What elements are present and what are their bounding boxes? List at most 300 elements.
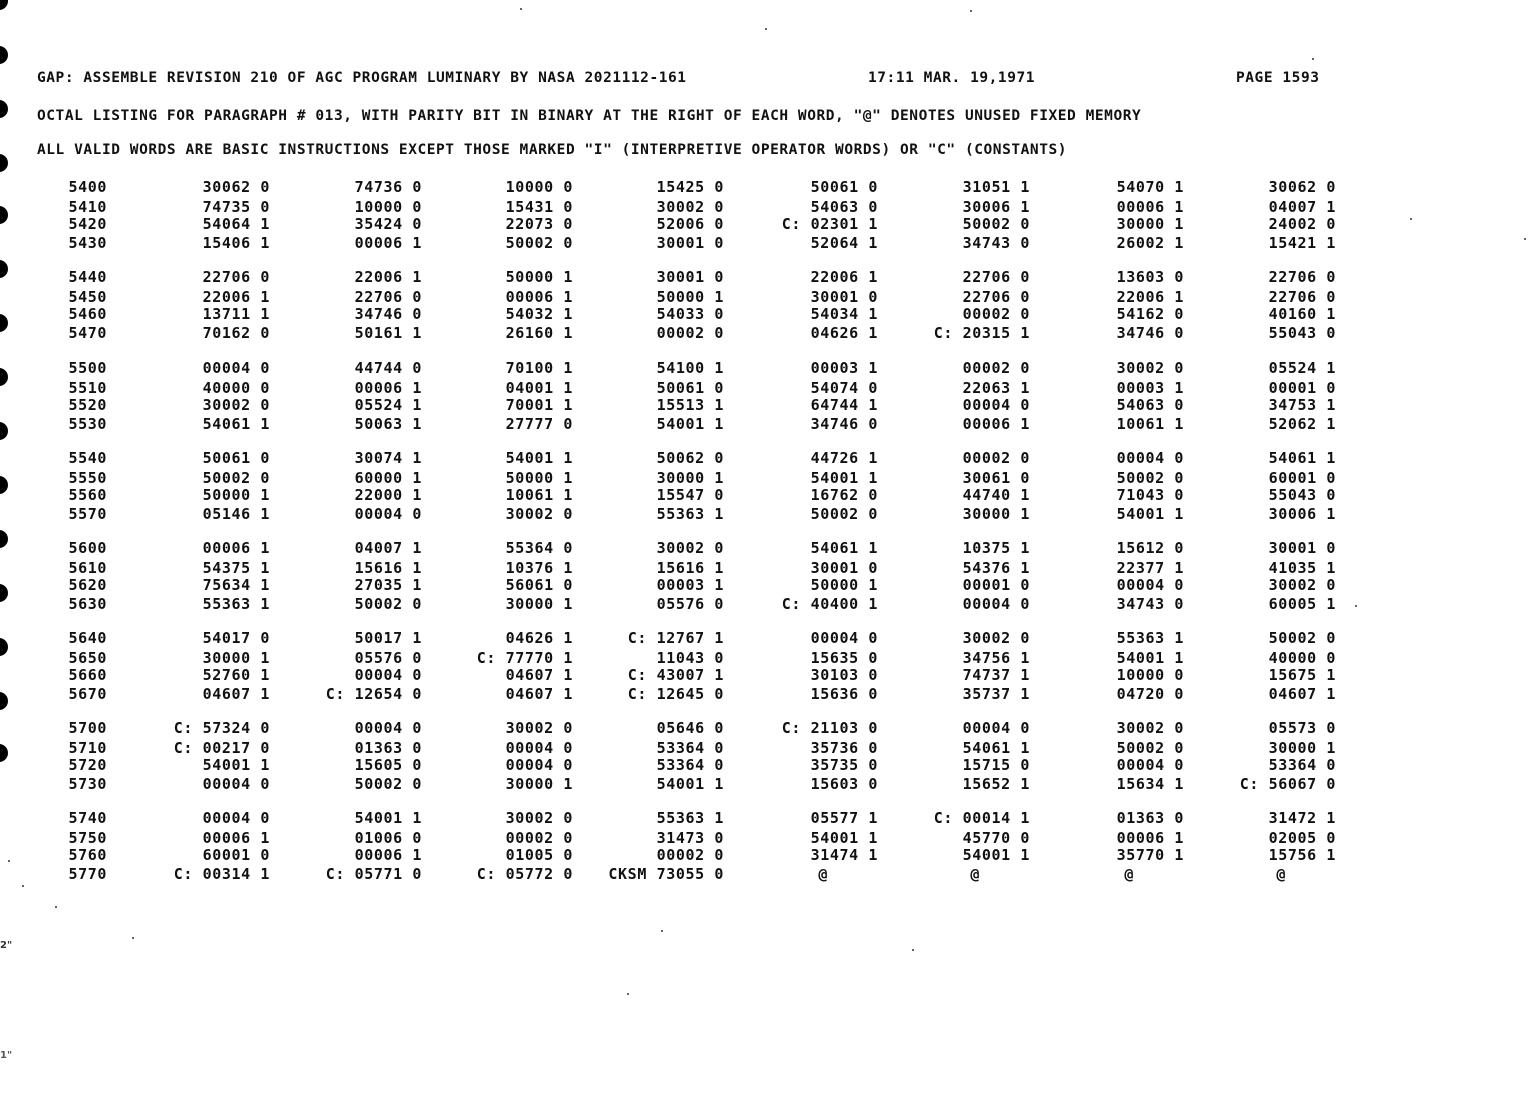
scan-speck [912, 949, 914, 951]
octal-word: 01006 0 [354, 828, 422, 847]
octal-word: 22377 1 [1116, 558, 1184, 577]
octal-word: 50002 0 [1116, 468, 1184, 487]
octal-word: 13711 1 [202, 305, 270, 323]
scan-speck [22, 885, 24, 887]
octal-word: 30000 1 [505, 594, 573, 613]
octal-word: C: 12654 0 [325, 684, 422, 703]
octal-word: 54001 1 [810, 828, 878, 847]
octal-word: 00003 1 [810, 359, 878, 377]
row-address: 5540 [68, 449, 107, 467]
octal-word: C: 56067 0 [1239, 774, 1336, 793]
scan-speck [765, 28, 767, 30]
scan-speck [8, 860, 10, 862]
octal-word: 00001 0 [962, 576, 1030, 594]
octal-word: 04607 1 [1268, 684, 1336, 703]
octal-word: 30002 0 [656, 539, 724, 557]
octal-word: 44744 0 [354, 359, 422, 377]
octal-word: 15715 0 [962, 756, 1030, 774]
row-address: 5570 [68, 504, 107, 523]
octal-word: @ [1276, 864, 1286, 883]
octal-word: 54061 1 [810, 539, 878, 557]
scan-speck [1524, 238, 1526, 240]
octal-word: 50002 0 [1116, 738, 1184, 757]
octal-word: 55363 1 [202, 594, 270, 613]
row-address: 5640 [68, 629, 107, 647]
octal-word: 50000 1 [505, 468, 573, 487]
octal-word: 60001 0 [202, 846, 270, 864]
octal-word: 40000 0 [202, 378, 270, 397]
scan-speck [1410, 218, 1412, 220]
octal-word: 53364 0 [656, 738, 724, 757]
octal-word: 54017 0 [202, 629, 270, 647]
octal-word: 74735 0 [202, 197, 270, 216]
octal-word: 05146 1 [202, 504, 270, 523]
octal-word: 54032 1 [505, 305, 573, 323]
octal-word: 54001 1 [354, 809, 422, 827]
row-address: 5500 [68, 359, 107, 377]
octal-word: 22706 0 [962, 268, 1030, 286]
octal-word: C: 77770 1 [476, 648, 573, 667]
row-address: 5460 [68, 305, 107, 323]
octal-word: 10375 1 [962, 539, 1030, 557]
octal-word: 22000 1 [354, 486, 422, 504]
row-address: 5650 [68, 648, 107, 667]
octal-word: 31051 1 [962, 178, 1030, 196]
octal-word: 22006 1 [1116, 287, 1184, 306]
octal-word: 54001 1 [962, 846, 1030, 864]
octal-word: C: 00217 0 [173, 738, 270, 757]
margin-mark: 2" [0, 940, 13, 951]
octal-word: 00004 0 [202, 809, 270, 827]
octal-word: 22063 1 [962, 378, 1030, 397]
octal-word: 44726 1 [810, 449, 878, 467]
octal-word: 74737 1 [962, 666, 1030, 684]
octal-word: 22073 0 [505, 215, 573, 233]
octal-word: C: 12645 0 [627, 684, 724, 703]
octal-word: 34756 1 [962, 648, 1030, 667]
octal-word: 54001 1 [656, 414, 724, 433]
octal-word: 05576 0 [354, 648, 422, 667]
octal-word: 04626 1 [505, 629, 573, 647]
octal-word: 27035 1 [354, 576, 422, 594]
octal-word: 15616 1 [656, 558, 724, 577]
octal-word: 35770 1 [1116, 846, 1184, 864]
octal-word: 04001 1 [505, 378, 573, 397]
scan-speck [520, 8, 522, 10]
octal-word: 30002 0 [1116, 359, 1184, 377]
scan-speck [1355, 605, 1357, 607]
header-description: OCTAL LISTING FOR PARAGRAPH # 013, WITH PARITY BIT IN BINARY AT THE RIGHT OF EACH WORD, "@" DENOTES UNUSED FIXED MEMORY [37, 108, 1142, 124]
octal-word: 00001 0 [1268, 378, 1336, 397]
octal-word: 55043 0 [1268, 323, 1336, 342]
octal-word: 50000 1 [505, 268, 573, 286]
octal-word: 04607 1 [505, 684, 573, 703]
octal-word: 00004 0 [354, 504, 422, 523]
octal-word: 15421 1 [1268, 233, 1336, 252]
octal-word: 04007 1 [354, 539, 422, 557]
octal-word: 50161 1 [354, 323, 422, 342]
octal-word: 04607 1 [202, 684, 270, 703]
octal-word: 30000 1 [1268, 738, 1336, 757]
row-address: 5470 [68, 323, 107, 342]
octal-word: 01005 0 [505, 846, 573, 864]
octal-word: 50002 0 [354, 594, 422, 613]
octal-word: 55043 0 [1268, 486, 1336, 504]
octal-word: C: 02301 1 [781, 215, 878, 233]
octal-word: 01363 0 [1116, 809, 1184, 827]
octal-word: 34746 0 [1116, 323, 1184, 342]
octal-word: 40000 0 [1268, 648, 1336, 667]
octal-word: 15406 1 [202, 233, 270, 252]
octal-word: 31474 1 [810, 846, 878, 864]
octal-word: 26002 1 [1116, 233, 1184, 252]
octal-word: 00006 1 [962, 414, 1030, 433]
octal-word: 50002 0 [354, 774, 422, 793]
octal-word: 02005 0 [1268, 828, 1336, 847]
octal-word: 15652 1 [962, 774, 1030, 793]
header-title: GAP: ASSEMBLE REVISION 210 OF AGC PROGRAM LUMINARY BY NASA 2021112-161 [37, 70, 687, 86]
octal-word: 54034 1 [810, 305, 878, 323]
octal-word: 55363 1 [656, 504, 724, 523]
row-address: 5520 [68, 396, 107, 414]
octal-word: 41035 1 [1268, 558, 1336, 577]
row-address: 5610 [68, 558, 107, 577]
octal-word: 00004 0 [505, 756, 573, 774]
octal-word: 30002 0 [505, 719, 573, 737]
header-timestamp: 17:11 MAR. 19,1971 [868, 70, 1036, 86]
octal-word: 00004 0 [202, 774, 270, 793]
octal-word: 22006 1 [202, 287, 270, 306]
octal-word: 30002 0 [1268, 576, 1336, 594]
octal-word: 34746 0 [810, 414, 878, 433]
octal-word: 15603 0 [810, 774, 878, 793]
scan-speck [132, 937, 134, 939]
octal-word: 22706 0 [202, 268, 270, 286]
octal-word: C: 00014 1 [933, 809, 1030, 827]
octal-word: 15616 1 [354, 558, 422, 577]
row-address: 5660 [68, 666, 107, 684]
octal-word: 35737 1 [962, 684, 1030, 703]
octal-word: 40160 1 [1268, 305, 1336, 323]
octal-word: 54001 1 [1116, 648, 1184, 667]
octal-word: 00002 0 [505, 828, 573, 847]
octal-word: 00006 1 [202, 828, 270, 847]
row-address: 5440 [68, 268, 107, 286]
octal-word: 22706 0 [354, 287, 422, 306]
row-address: 5600 [68, 539, 107, 557]
octal-word: C: 05771 0 [325, 864, 422, 883]
octal-word: 35735 0 [810, 756, 878, 774]
octal-word: 00006 1 [354, 233, 422, 252]
octal-word: 22006 1 [354, 268, 422, 286]
octal-word: 30001 0 [1268, 539, 1336, 557]
octal-word: 44740 1 [962, 486, 1030, 504]
octal-word: 30002 0 [202, 396, 270, 414]
octal-word: 54061 1 [962, 738, 1030, 757]
row-address: 5420 [68, 215, 107, 233]
octal-word: 54074 0 [810, 378, 878, 397]
octal-word: 55364 0 [505, 539, 573, 557]
octal-word: 54070 1 [1116, 178, 1184, 196]
octal-word: 10061 1 [1116, 414, 1184, 433]
octal-word: 05576 0 [656, 594, 724, 613]
octal-word: 31472 1 [1268, 809, 1336, 827]
octal-word: 10000 0 [505, 178, 573, 196]
octal-word: 00002 0 [656, 846, 724, 864]
octal-word: 15425 0 [656, 178, 724, 196]
row-address: 5760 [68, 846, 107, 864]
octal-word: 54375 1 [202, 558, 270, 577]
octal-word: 53364 0 [656, 756, 724, 774]
octal-word: 60005 1 [1268, 594, 1336, 613]
octal-word: 50002 0 [505, 233, 573, 252]
octal-word: 30000 1 [202, 648, 270, 667]
octal-word: 71043 0 [1116, 486, 1184, 504]
octal-word: 30001 0 [810, 287, 878, 306]
octal-word: 50061 0 [810, 178, 878, 196]
octal-word: 45770 0 [962, 828, 1030, 847]
octal-word: 22006 1 [810, 268, 878, 286]
octal-word: 30006 1 [1268, 504, 1336, 523]
row-address: 5710 [68, 738, 107, 757]
octal-word: C: 57324 0 [173, 719, 270, 737]
octal-word: 30001 0 [656, 233, 724, 252]
octal-word: 55363 1 [656, 809, 724, 827]
octal-word: CKSM 73055 0 [608, 864, 724, 883]
octal-word: 15612 0 [1116, 539, 1184, 557]
octal-word: 15675 1 [1268, 666, 1336, 684]
octal-word: 52064 1 [810, 233, 878, 252]
octal-word: 10376 1 [505, 558, 573, 577]
octal-word: 27777 0 [505, 414, 573, 433]
row-address: 5670 [68, 684, 107, 703]
octal-word: 54063 0 [810, 197, 878, 216]
octal-word: 50002 0 [202, 468, 270, 487]
octal-word: 34743 0 [1116, 594, 1184, 613]
octal-word: 60000 1 [354, 468, 422, 487]
octal-word: 30000 1 [656, 468, 724, 487]
row-address: 5720 [68, 756, 107, 774]
octal-word: 30074 1 [354, 449, 422, 467]
octal-word: 52062 1 [1268, 414, 1336, 433]
octal-word: 50017 1 [354, 629, 422, 647]
octal-word: 30062 0 [202, 178, 270, 196]
octal-word: 00006 1 [1116, 197, 1184, 216]
octal-word: 00004 0 [962, 719, 1030, 737]
octal-word: 30000 1 [1116, 215, 1184, 233]
octal-word: 00004 0 [810, 629, 878, 647]
octal-word: 15634 1 [1116, 774, 1184, 793]
octal-word: 70100 1 [505, 359, 573, 377]
scan-speck [661, 930, 663, 932]
octal-word: 00004 0 [962, 594, 1030, 613]
octal-word: 01363 0 [354, 738, 422, 757]
octal-word: C: 40400 1 [781, 594, 878, 613]
octal-word: 35736 0 [810, 738, 878, 757]
octal-word: 00002 0 [656, 323, 724, 342]
octal-word: 56061 0 [505, 576, 573, 594]
scan-speck [55, 906, 57, 908]
octal-word: 13603 0 [1116, 268, 1184, 286]
octal-word: 30006 1 [962, 197, 1030, 216]
octal-word: 00004 0 [354, 719, 422, 737]
octal-word: 15605 0 [354, 756, 422, 774]
octal-word: C: 20315 1 [933, 323, 1030, 342]
octal-word: 52006 0 [656, 215, 724, 233]
octal-word: 10061 1 [505, 486, 573, 504]
octal-word: 35424 0 [354, 215, 422, 233]
octal-word: 00006 1 [202, 539, 270, 557]
octal-word: 04626 1 [810, 323, 878, 342]
octal-word: 22706 0 [962, 287, 1030, 306]
octal-word: 54162 0 [1116, 305, 1184, 323]
octal-word: 00004 0 [962, 396, 1030, 414]
octal-word: 15635 0 [810, 648, 878, 667]
octal-word: 15547 0 [656, 486, 724, 504]
octal-word: 54001 1 [505, 449, 573, 467]
octal-word: 34753 1 [1268, 396, 1336, 414]
octal-word: C: 12767 1 [627, 629, 724, 647]
octal-word: 00006 1 [354, 846, 422, 864]
octal-word: C: 00314 1 [173, 864, 270, 883]
octal-word: 54061 1 [1268, 449, 1336, 467]
octal-word: 50063 1 [354, 414, 422, 433]
octal-word: @ [1124, 864, 1134, 883]
octal-word: 30000 1 [962, 504, 1030, 523]
octal-word: 74736 0 [354, 178, 422, 196]
octal-word: 54100 1 [656, 359, 724, 377]
octal-word: 22706 0 [1268, 268, 1336, 286]
row-address: 5740 [68, 809, 107, 827]
octal-word: 54061 1 [202, 414, 270, 433]
octal-word: 54033 0 [656, 305, 724, 323]
octal-word: 00003 1 [1116, 378, 1184, 397]
row-address: 5450 [68, 287, 107, 306]
octal-word: 22706 0 [1268, 287, 1336, 306]
octal-word: 30002 0 [1116, 719, 1184, 737]
margin-mark: 1" [0, 1050, 13, 1061]
octal-word: 00003 1 [656, 576, 724, 594]
octal-word: 30061 0 [962, 468, 1030, 487]
octal-word: 24002 0 [1268, 215, 1336, 233]
octal-word: 00004 0 [1116, 576, 1184, 594]
octal-word: 00006 1 [505, 287, 573, 306]
octal-word: 30000 1 [505, 774, 573, 793]
octal-word: 00004 0 [505, 738, 573, 757]
octal-word: 05573 0 [1268, 719, 1336, 737]
octal-word: 54001 1 [810, 468, 878, 487]
octal-word: 64744 1 [810, 396, 878, 414]
row-address: 5700 [68, 719, 107, 737]
octal-word: 70162 0 [202, 323, 270, 342]
octal-word: 34743 0 [962, 233, 1030, 252]
octal-word: @ [818, 864, 828, 883]
octal-word: 30103 0 [810, 666, 878, 684]
octal-word: 00002 0 [962, 305, 1030, 323]
octal-word: @ [970, 864, 980, 883]
row-address: 5750 [68, 828, 107, 847]
row-address: 5560 [68, 486, 107, 504]
row-address: 5630 [68, 594, 107, 613]
octal-word: 00002 0 [962, 449, 1030, 467]
octal-word: 54001 1 [1116, 504, 1184, 523]
octal-word: 05577 1 [810, 809, 878, 827]
octal-word: 00006 1 [354, 378, 422, 397]
octal-word: 15636 0 [810, 684, 878, 703]
octal-word: 30002 0 [962, 629, 1030, 647]
octal-word: 34746 0 [354, 305, 422, 323]
octal-word: 31473 0 [656, 828, 724, 847]
octal-word: 30001 0 [656, 268, 724, 286]
octal-word: 30062 0 [1268, 178, 1336, 196]
row-address: 5430 [68, 233, 107, 252]
header-legend: ALL VALID WORDS ARE BASIC INSTRUCTIONS EXCEPT THOSE MARKED "I" (INTERPRETIVE OPERATOR WORDS) OR "C" (CONSTANTS) [37, 142, 1068, 158]
octal-word: 50000 1 [656, 287, 724, 306]
octal-word: 05524 1 [354, 396, 422, 414]
octal-word: 00004 0 [354, 666, 422, 684]
row-address: 5620 [68, 576, 107, 594]
octal-word: C: 05772 0 [476, 864, 573, 883]
octal-word: 54001 1 [202, 756, 270, 774]
octal-word: 26160 1 [505, 323, 573, 342]
octal-word: 05646 0 [656, 719, 724, 737]
octal-word: 00004 0 [1116, 756, 1184, 774]
octal-word: 00004 0 [202, 359, 270, 377]
octal-word: 50061 0 [656, 378, 724, 397]
octal-word: 50061 0 [202, 449, 270, 467]
octal-word: 11043 0 [656, 648, 724, 667]
row-address: 5410 [68, 197, 107, 216]
octal-word: 15431 0 [505, 197, 573, 216]
octal-word: 50062 0 [656, 449, 724, 467]
octal-word: 52760 1 [202, 666, 270, 684]
octal-word: 10000 0 [354, 197, 422, 216]
octal-word: 50002 0 [962, 215, 1030, 233]
octal-word: 54063 0 [1116, 396, 1184, 414]
row-address: 5510 [68, 378, 107, 397]
octal-word: 50002 0 [810, 504, 878, 523]
octal-word: 60001 0 [1268, 468, 1336, 487]
octal-word: 54001 1 [656, 774, 724, 793]
octal-word: 00006 1 [1116, 828, 1184, 847]
octal-word: 30002 0 [656, 197, 724, 216]
octal-word: 30001 0 [810, 558, 878, 577]
octal-word: 54064 1 [202, 215, 270, 233]
octal-word: 30002 0 [505, 504, 573, 523]
scan-speck [627, 993, 629, 995]
header-page-number: PAGE 1593 [1236, 70, 1320, 86]
octal-word: 53364 0 [1268, 756, 1336, 774]
row-address: 5530 [68, 414, 107, 433]
octal-word: C: 43007 1 [627, 666, 724, 684]
scan-speck [970, 10, 972, 12]
octal-word: 00002 0 [962, 359, 1030, 377]
octal-word: 15513 1 [656, 396, 724, 414]
octal-word: 75634 1 [202, 576, 270, 594]
octal-word: 50000 1 [810, 576, 878, 594]
octal-word: 05524 1 [1268, 359, 1336, 377]
octal-word: 04720 0 [1116, 684, 1184, 703]
octal-word: 30002 0 [505, 809, 573, 827]
row-address: 5400 [68, 178, 107, 196]
octal-word: 50002 0 [1268, 629, 1336, 647]
octal-word: 16762 0 [810, 486, 878, 504]
octal-word: 50000 1 [202, 486, 270, 504]
octal-word: C: 21103 0 [781, 719, 878, 737]
octal-word: 15756 1 [1268, 846, 1336, 864]
octal-word: 04607 1 [505, 666, 573, 684]
octal-word: 00004 0 [1116, 449, 1184, 467]
